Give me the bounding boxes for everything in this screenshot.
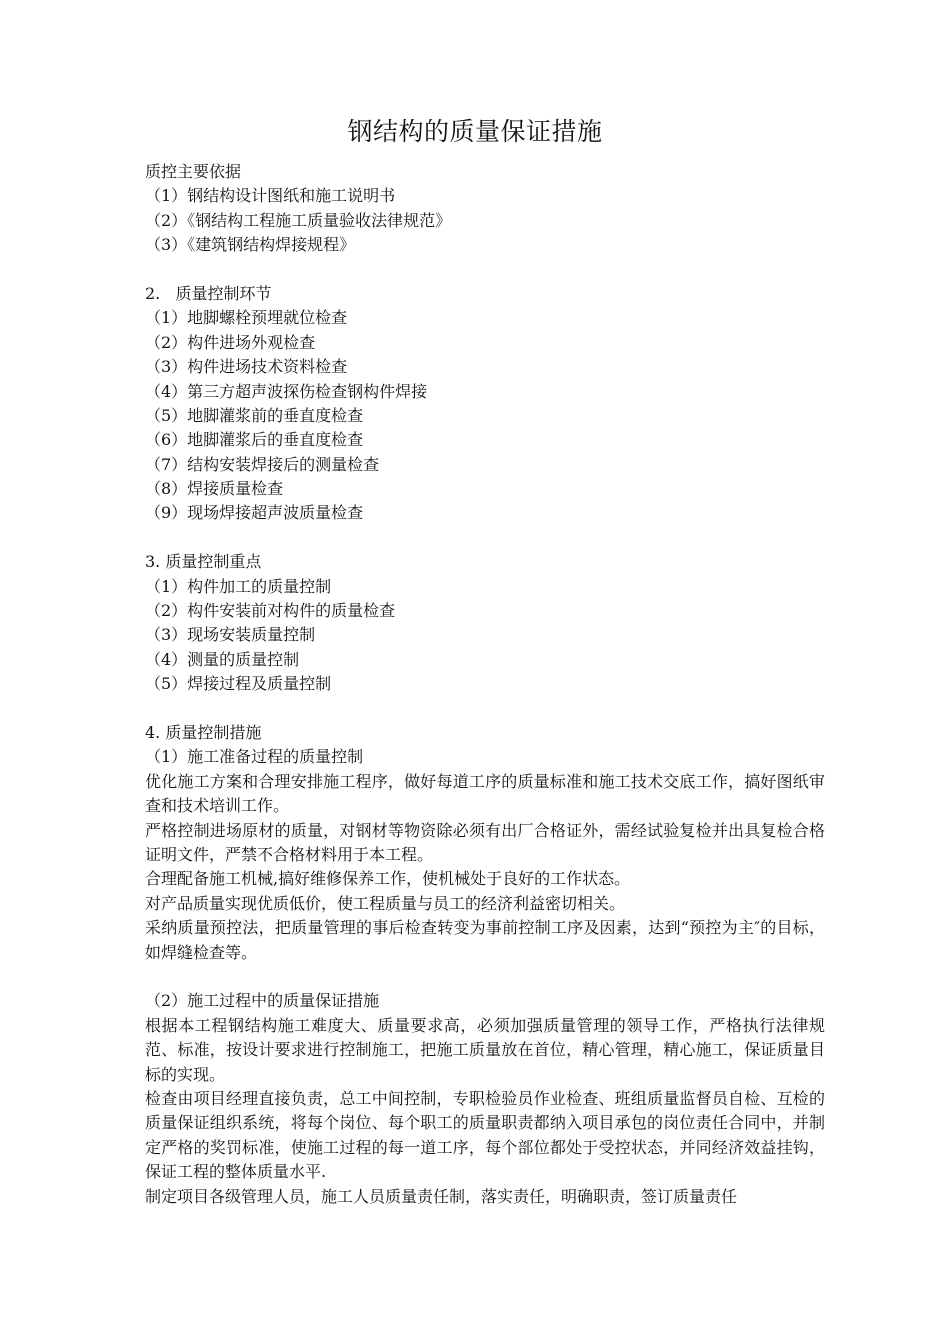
paragraph: 合理配备施工机械,搞好维修保养工作，使机械处于良好的工作状态。 [145, 869, 631, 889]
list-item: （8）焊接质量检查 [145, 479, 284, 499]
list-item: （3）《建筑钢结构焊接规程》 [145, 235, 356, 255]
blank-line [145, 697, 825, 721]
blank-line [145, 965, 825, 989]
list-item: （9）现场焊接超声波质量检查 [145, 503, 364, 523]
list-item: （5）地脚灌浆前的垂直度检查 [145, 405, 364, 425]
paragraph: 制定项目各级管理人员，施工人员质量责任制，落实责任，明确职责，签订质量责任 [145, 1186, 738, 1206]
list-item: （1）地脚螺栓预埋就位检查 [145, 308, 348, 328]
section-heading-control-measures: 4. 质量控制措施 [145, 722, 262, 742]
list-item: （2）构件进场外观检查 [145, 332, 316, 352]
list-item: （3）现场安装质量控制 [145, 625, 316, 645]
list-item: （1）构件加工的质量控制 [145, 576, 332, 596]
list-item: （7）结构安装焊接后的测量检查 [145, 454, 380, 474]
paragraph: 检查由项目经理直接负责，总工中间控制，专职检验员作业检查、班组质量监督员自检、互检的质量保证组织系统，将每个岗位、每个职工的质量职责都纳入项目承包的岗位责任合同中，并制定严格的奖罚标准，使施工过程的每一道工序，每个部位都处于受控状态，并同经济效益挂钩，保证工程的整体质量水平. [145, 1089, 825, 1182]
paragraph: 根据本工程钢结构施工难度大、质量要求高，必须加强质量管理的领导工作，严格执行法律规范、标准，按设计要求进行控制施工，把施工质量放在首位，精心管理，精心施工，保证质量目标的实现。 [145, 1015, 825, 1084]
subsection-heading-construction: （2）施工过程中的质量保证措施 [145, 991, 380, 1011]
paragraph: 对产品质量实现优质低价，使工程质量与员工的经济利益密切相关。 [145, 893, 626, 913]
document-title: 钢结构的质量保证措施 [347, 117, 603, 146]
subsection-heading-preparation: （1）施工准备过程的质量控制 [145, 747, 364, 767]
list-item: （1）钢结构设计图纸和施工说明书 [145, 186, 396, 206]
list-item: （5）焊接过程及质量控制 [145, 674, 332, 694]
list-item: （4）第三方超声波探伤检查钢构件焊接 [145, 381, 428, 401]
list-item: （6）地脚灌浆后的垂直度检查 [145, 430, 364, 450]
blank-line [145, 526, 825, 550]
paragraph: 严格控制进场原材的质量，对钢材等物资除必须有出厂合格证外，需经试验复检并出具复检合格证明文件，严禁不合格材料用于本工程。 [145, 820, 825, 864]
document-body [145, 160, 825, 1209]
section-heading-control-steps: 2. 质量控制环节 [145, 283, 272, 303]
section-heading-control-focus: 3. 质量控制重点 [145, 552, 262, 572]
list-item: （4）测量的质量控制 [145, 649, 300, 669]
paragraph: 采纳质量预控法，把质量管理的事后检查转变为事前控制工序及因素，达到“预控为主″的目标，如焊缝检查等。 [145, 918, 825, 962]
list-item: （2）构件安装前对构件的质量检查 [145, 601, 396, 621]
list-item: （2）《钢结构工程施工质量验收法律规范》 [145, 210, 452, 230]
list-item: （3）构件进场技术资料检查 [145, 357, 348, 377]
section-heading-basis: 质控主要依据 [145, 162, 242, 181]
blank-line [145, 258, 825, 282]
paragraph: 优化施工方案和合理安排施工程序，做好每道工序的质量标准和施工技术交底工作，搞好图纸审查和技术培训工作。 [145, 771, 825, 816]
